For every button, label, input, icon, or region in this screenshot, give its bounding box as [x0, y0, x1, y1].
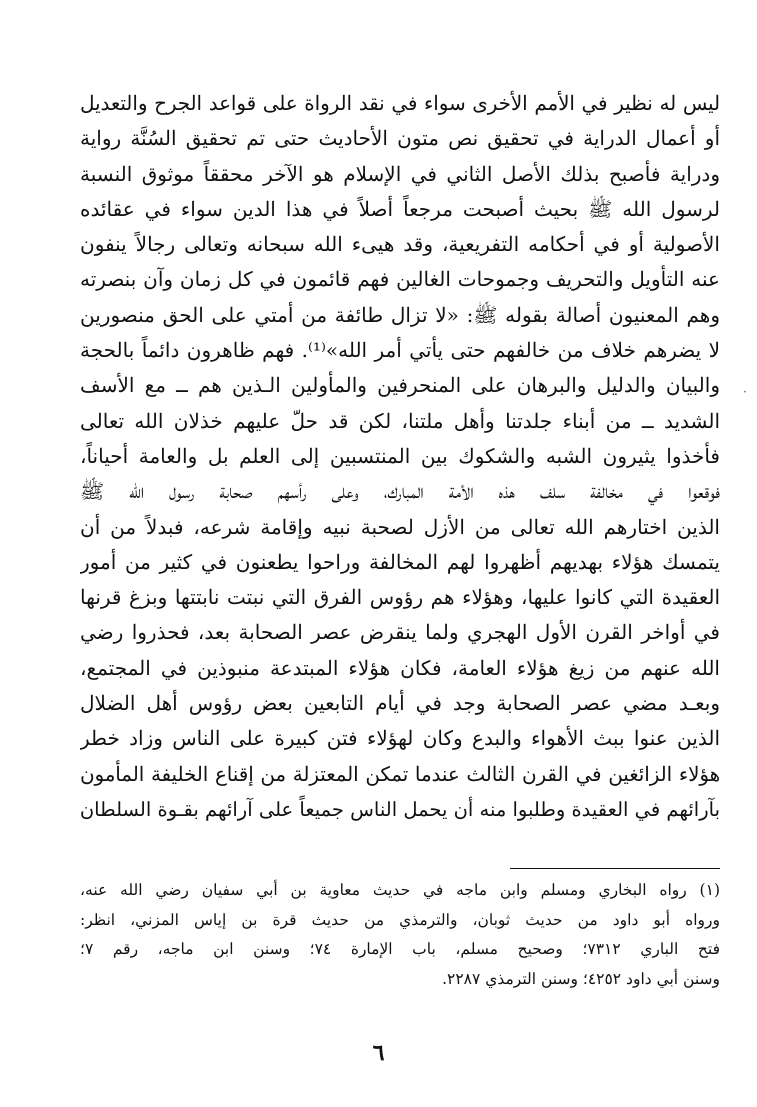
text-line: ودراية فأصبح بذلك الأصل الثاني في الإسلام هو الآخر محققاً موثوق النسبة: [80, 161, 720, 186]
footnote-line: ورواه أبو داود من حديث ثوبان، والترمذي من حديث قرة بن إياس المزني، انظر:: [80, 910, 720, 929]
text-line: فأخذوا يثيرون الشبه والشكوك بين المنتسبين إلى العلم بل والعامة أحياناً،: [80, 443, 720, 468]
text-line: وهم المعنيون أصالة بقوله ﷺ: «لا تزال طائفة من أمتي على الحق منصورين: [80, 302, 720, 327]
text-line: الذين اختارهم الله تعالى من الأزل لصحبة نبيه وإقامة شرعه، فبدلاً من أن: [80, 514, 720, 539]
footnotes: [80, 876, 720, 994]
text-line: والبيان والدليل والبرهان على المنحرفين والمأولين الـذين هم ــ مع الأسف: [80, 373, 720, 398]
text-line: وبعـد مضي عصر الصحابة وجد في أيام التابعين بعض رؤوس أهل الضلال: [80, 691, 720, 716]
text-line: الأصولية أو في أحكامه التفريعية، وقد هيىء الله سبحانه وتعالى رجالاً ينفون: [80, 232, 720, 257]
text-line: لرسول الله ﷺ بحيث أصبحت مرجعاً أصلاً في هذا الدين سواء في عقائده: [80, 196, 720, 221]
text-line: لا يضرهم خلاف من خالفهم حتى يأتي أمر الله»⁽¹⁾. فهم ظاهرون دائماً بالحجة: [80, 338, 720, 363]
text-line: الشديد ــ من أبناء جلدتنا وأهل ملتنا، لكن قد حلّ عليهم خذلان الله تعالى: [80, 408, 720, 433]
text-line: الذين عنوا ببث الأهواء والبدع وكان لهؤلاء فتن كبيرة على الناس وزاد خطر: [80, 726, 720, 751]
text-line: الله عنهم من زيغ هؤلاء العامة، فكان هؤلاء المبتدعة منبوذين في المجتمع،: [80, 655, 720, 680]
text-line: عنه التأويل والتحريف وجموحات الغالين فهم قائمون في كل زمان وآن بنصرته: [80, 267, 720, 292]
margin-mark: ·: [743, 385, 747, 399]
text-line: يتمسك هؤلاء بهديهم أظهروا لهم المخالفة وراحوا يطعنون في كثير من أمور: [80, 549, 720, 574]
text-line: بآرائهم في العقيدة وطلبوا منه أن يحمل الناس جميعاً على آرائهم بقـوة السلطان: [80, 797, 720, 821]
text-line: هؤلاء الزائغين في القرن الثالث عندما تمكن المعتزلة من إقناع الخليفة المأمون: [80, 762, 720, 786]
page-number: ٦: [372, 1040, 385, 1066]
footnote-line: وسنن أبي داود ٤٢٥٢؛ وسنن الترمذي ٢٢٨٧.: [442, 969, 720, 988]
footnote-line: فتح الباري ٧٣١٢؛ وصحيح مسلم، باب الإمارة ٧٤؛ وسنن ابن ماجه، رقم ٧؛: [80, 940, 720, 958]
text-line: ليس له نظير في الأمم الأخرى سواء في نقد الرواة على قواعد الجرح والتعديل: [80, 92, 720, 115]
text-line: فوقعوا في مخالفة سلف هذه الأمة المبارك، وعلى رأسهم صحابة رسول الله ﷺ: [80, 479, 720, 504]
main-text: [80, 86, 720, 827]
text-line: في أواخر القرن الأول الهجري ولما ينقرض عصر الصحابة بعد، فحذروا رضي: [80, 620, 720, 645]
text-line: أو أعمال الدراية في تحقيق نص متون الأحاديث حتى تم تحقيق السُنَّة رواية: [80, 126, 720, 151]
footnote-line: (١) رواه البخاري ومسلم وابن ماجه في حديث معاوية بن أبي سفيان رضي الله عنه،: [80, 881, 720, 899]
text-line: العقيدة التي كانوا عليها، وهؤلاء هم رؤوس الفرق التي نبتت نابتتها وبزغ قرنها: [80, 585, 720, 610]
footnote-divider: [510, 868, 720, 869]
